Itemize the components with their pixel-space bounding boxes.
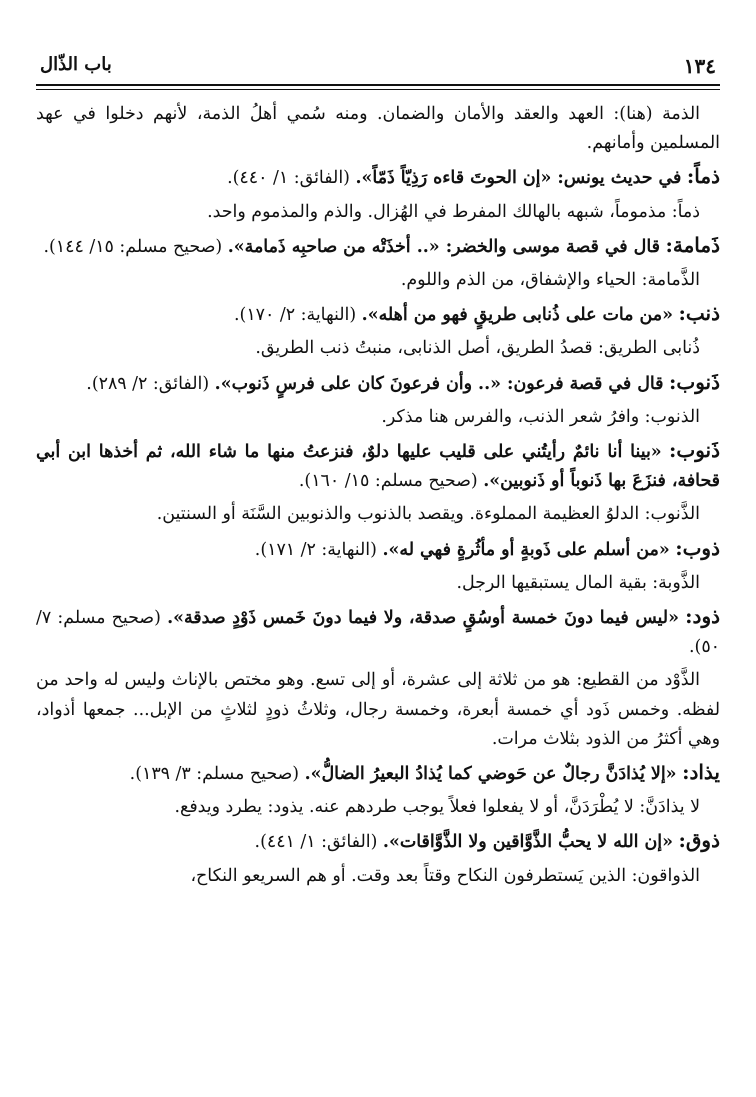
source-reference: (الفائق: ١/ ٤٤١). bbox=[254, 832, 378, 853]
dictionary-entry bbox=[36, 436, 720, 496]
hadith-text: قال في قصة فرعون: «.. وأن فرعونَ كان على فرسٍ ذَنوب». bbox=[214, 373, 664, 394]
source-reference: (صحيح مسلم: ١٥/ ١٤٤). bbox=[43, 236, 223, 257]
chapter-title: باب الذّال bbox=[40, 54, 112, 75]
hadith-text: «إلا يُذادَنَّ رجالٌ عن حَوضي كما يُذادُ البعيرُ الضالُّ». bbox=[304, 764, 677, 785]
dictionary-entry bbox=[36, 299, 720, 330]
entry-headword: ذوق: bbox=[678, 828, 720, 853]
explanation-paragraph: الذواقون: الذين يَستطرفون النكاح وقتاً بعد وقت. أو هم السريعو النكاح، bbox=[190, 865, 700, 886]
explanation-paragraph: الذَّوْد من القطيع: هو من ثلاثة إلى عشرة، أو إلى تسع. وهو مختص بالإناث وليس له واحد من لفظه. وخمس ذَود أي خمسة أبعرة، وخمسة رجال، وثلاثُ ذودٍ لثلاثٍ من الإبل... جمعها أذواد، وهي أكثرُ من الذود بثلاث مرات. bbox=[36, 670, 720, 749]
hadith-text: قال في قصة موسى والخضر: «.. أخذَتْه من صاحبِه ذَمامة». bbox=[227, 236, 660, 257]
explanation-paragraph: ذُنابى الطريق: قصدُ الطريق، أصل الذنابى، منبتُ ذنب الطريق. bbox=[255, 338, 700, 359]
source-reference: (صحيح مسلم: ٧/ ٥٠). bbox=[36, 608, 720, 658]
dictionary-entry bbox=[36, 231, 720, 262]
entry-headword: ذود: bbox=[685, 604, 721, 629]
entry-headword: ذَمامة: bbox=[665, 232, 720, 257]
page-header bbox=[36, 44, 720, 84]
explanation-paragraph: الذَّنوب: الدلوُ العظيمة المملوءة. ويقصد بالذنوب والذنوبين السَّنَة أو السنتين. bbox=[156, 504, 700, 525]
hadith-text: «ليس فيما دونَ خمسة أوسُقٍ صدقة، ولا فيما دونَ خَمس ذَوْدٍ صدقة». bbox=[167, 608, 679, 629]
source-reference: (صحيح مسلم: ٣/ ١٣٩). bbox=[129, 764, 300, 785]
page-content bbox=[36, 100, 720, 891]
explanation-paragraph: لا يذادَنَّ: لا يُطْرَدَنَّ، أو لا يفعلوا فعلاً يوجب طردهم عنه. يذود: يطرد ويدفع. bbox=[174, 797, 700, 818]
explanation-paragraph: الذَّوبة: بقية المال يستبقيها الرجل. bbox=[456, 572, 700, 593]
entry-headword: ذَنوب: bbox=[668, 369, 720, 394]
hadith-text: «من مات على ذُنابى طريقٍ فهو من أهله». bbox=[361, 305, 673, 326]
entry-headword: ذوب: bbox=[675, 535, 720, 560]
entry-headword: ذماً: bbox=[686, 164, 720, 189]
header-rule-thin bbox=[36, 89, 720, 90]
dictionary-entry bbox=[36, 534, 720, 565]
hadith-text: «بينا أنا نائمٌ رأيتُني على قليب عليها دلوٌ، فنزعتُ منها ما شاء الله، ثم أخذها ابن أبي قحافة، فنزَعَ بها ذَنوباً أو ذَنوبين». bbox=[36, 442, 720, 492]
entry-headword: ذنب: bbox=[678, 301, 720, 326]
source-reference: (صحيح مسلم: ١٥/ ١٦٠). bbox=[298, 471, 478, 492]
explanation-paragraph: الذمة (هنا): العهد والعقد والأمان والضمان. ومنه سُمي أهلُ الذمة، لأنهم دخلوا في عهد المسلمين وأمانهم. bbox=[36, 104, 720, 154]
source-reference: (الفائق: ١/ ٤٤٠). bbox=[227, 168, 350, 189]
hadith-text: «إن الله لا يحبُّ الذَّوَّاقين ولا الذَّوَّاقات». bbox=[382, 832, 673, 853]
explanation-paragraph: الذَّمامة: الحياء والإشفاق، من الذم واللوم. bbox=[400, 270, 700, 291]
hadith-text: «من أسلم على ذَوبةٍ أو مأثُرةٍ فهي له». bbox=[382, 539, 670, 560]
dictionary-entry bbox=[36, 368, 720, 399]
header-rule bbox=[36, 84, 720, 86]
explanation-paragraph: الذنوب: وافرُ شعر الذنب، والفرس هنا مذكر. bbox=[381, 406, 700, 427]
page-number: ١٣٤ bbox=[683, 54, 716, 78]
entry-headword: ذَنوب: bbox=[668, 438, 720, 463]
entry-headword: يذاد: bbox=[682, 760, 720, 785]
hadith-text: في حديث يونس: «إن الحوتَ قاءه رَذِيّاً ذَمّاً». bbox=[355, 168, 682, 189]
source-reference: (النهاية: ٢/ ١٧٠). bbox=[234, 305, 357, 326]
source-reference: (النهاية: ٢/ ١٧١). bbox=[254, 539, 377, 560]
book-page bbox=[36, 44, 720, 895]
explanation-paragraph: ذماً: مذموماً، شبهه بالهالك المفرط في الهُزال. والذم والمذموم واحد. bbox=[207, 201, 700, 222]
source-reference: (الفائق: ٢/ ٢٨٩). bbox=[86, 373, 210, 394]
dictionary-entry bbox=[36, 162, 720, 193]
dictionary-entry bbox=[36, 826, 720, 857]
dictionary-entry bbox=[36, 602, 720, 662]
dictionary-entry bbox=[36, 758, 720, 789]
